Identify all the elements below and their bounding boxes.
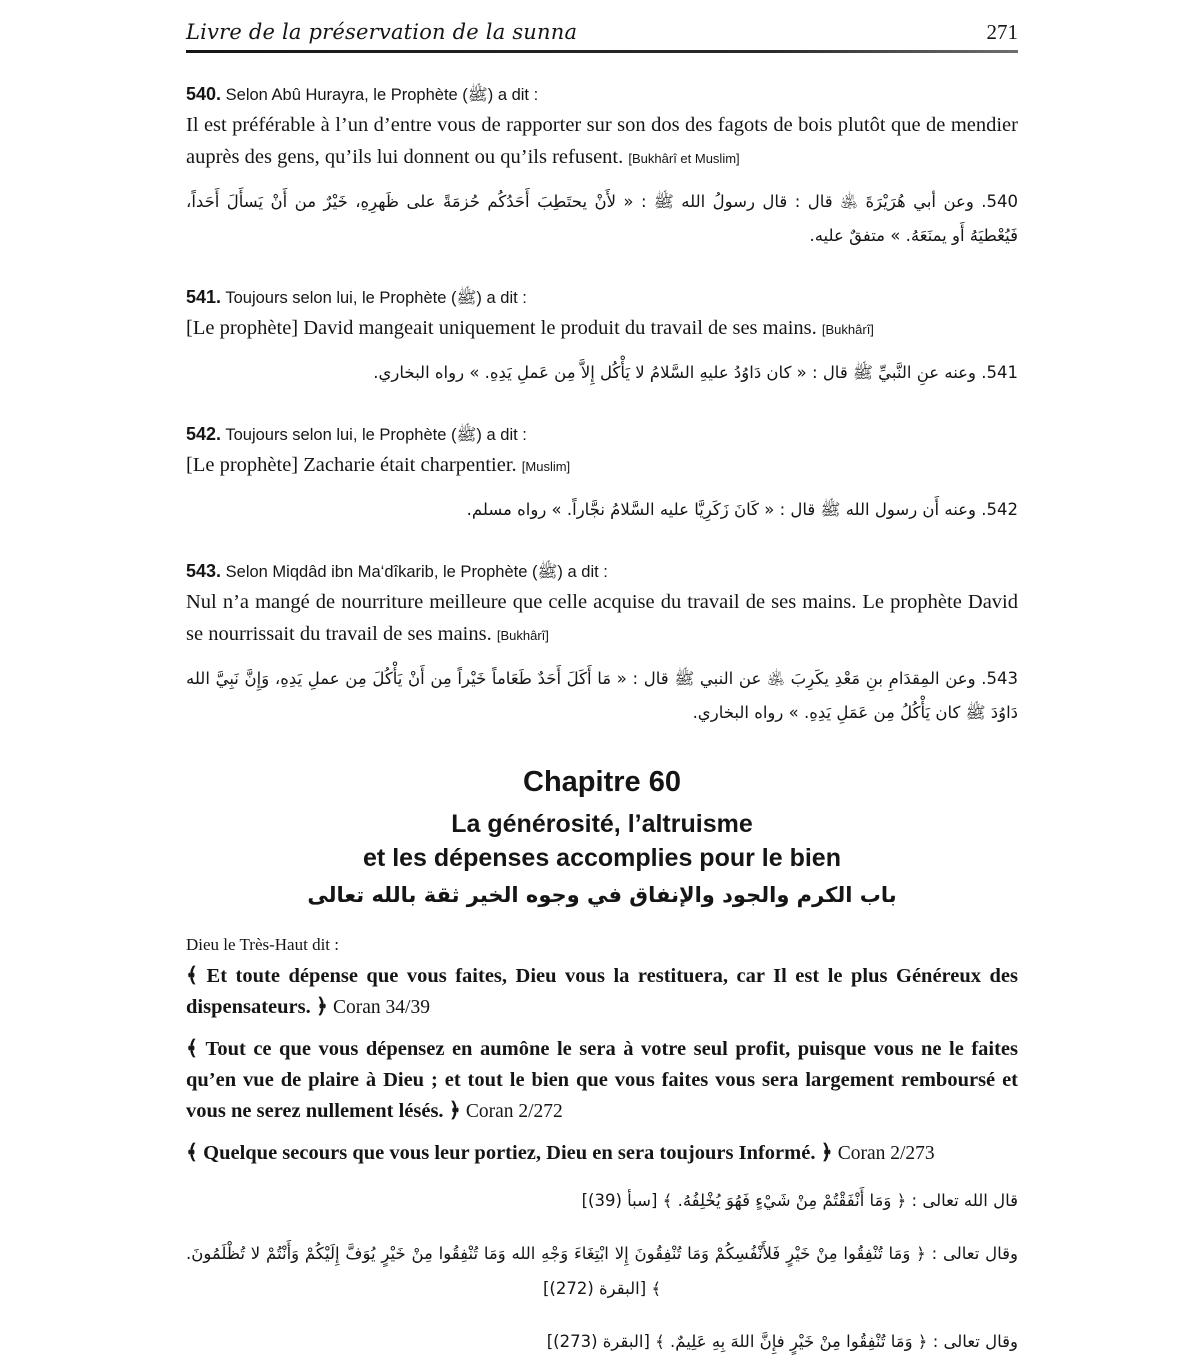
verse-open-ornament: ﴾ xyxy=(186,1038,199,1060)
hadith-intro-text: Selon Miqdâd ibn Ma‘dîkarib, le Prophète (ﷺ) a dit : xyxy=(225,563,608,581)
chapter-number: Chapitre 60 xyxy=(523,766,681,798)
hadith-intro-text: Selon Abû Hurayra, le Prophète (ﷺ) a dit : xyxy=(225,86,539,104)
hadith-540 xyxy=(186,83,1018,253)
hadith-541 xyxy=(186,286,1018,390)
quran-arabic-baqara-272: وقال تعالى : ﴿ وَمَا تُنْفِقُوا مِنْ خَيْرٍ فَلأَنْفُسِكُمْ وَمَا تُنْفِقُونَ إِلا ابْتِغَاءَ وَجْهِ الله وَمَا تُنْفِقُوا مِنْ خَيْرٍ يُوَفَّ إِلَيْكُمْ وَأَنْتُمْ لا تُظْلَمُونَ. ﴾ [البقرة (272)] xyxy=(186,1244,1018,1298)
chapter-title-line2: et les dépenses accomplies pour le bien xyxy=(363,844,841,872)
verse-text: Et toute dépense que vous faites, Dieu vous la restituera, car Il est le plus Généreux des dispensateurs. xyxy=(186,965,1019,1018)
quran-arabic-baqara-273: وقال تعالى : ﴿ وَمَا تُنْفِقُوا مِنْ خَيْرٍ فإِنَّ اللهَ بِهِ عَلِيمٌ. ﴾ [البقرة (273)] xyxy=(546,1332,1018,1351)
hadith-543-intro xyxy=(186,560,1018,583)
hadith-541-translation xyxy=(186,312,1018,346)
verse-close-ornament: ﴿ xyxy=(315,996,328,1018)
hadith-542-intro xyxy=(186,423,1018,446)
verse-reference: Coran 2/272 xyxy=(465,1101,563,1122)
source-tag: [Muslim] xyxy=(521,459,571,474)
hadith-text: Il est préférable à l’un d’entre vous de rapporter sur son dos des fagots de bois plutôt que de mendier auprès des gens, qu’ils lui donnent ou qu’ils refusent. xyxy=(186,114,1018,168)
verse-open-ornament: ﴾ xyxy=(186,1142,199,1164)
hadith-number: 541. xyxy=(186,287,222,307)
hadith-540-translation xyxy=(186,109,1018,175)
chapter-heading xyxy=(186,766,1018,907)
hadith-number: 543. xyxy=(186,561,222,581)
hadith-542-translation xyxy=(186,449,1018,483)
quran-verse-1 xyxy=(186,961,1018,1023)
verse-text: Tout ce que vous dépensez en aumône le sera à votre seul profit, puisque vous ne le faites qu’en vue de plaire à Dieu ; et tout le bien que vous faites vous sera largement remboursé et vous ne serez nullement lésés. xyxy=(186,1038,1019,1122)
verse-text: Quelque secours que vous leur portiez, Dieu en sera toujours Informé. xyxy=(203,1142,816,1164)
hadith-543 xyxy=(186,560,1018,730)
hadith-541-intro xyxy=(186,286,1018,309)
hadith-542-arabic: 542. وعنه أَن رسول الله ﷺ قال : « كَانَ زَكَرِيَّا عليه السَّلامُ نجَّاراً. » رواه مسلم. xyxy=(466,500,1018,519)
quran-verse-2 xyxy=(186,1034,1018,1127)
hadith-intro-text: Toujours selon lui, le Prophète (ﷺ) a dit : xyxy=(225,426,527,444)
verse-open-ornament: ﴾ xyxy=(186,965,199,987)
source-tag: [Bukhârî] xyxy=(821,322,874,337)
hadith-number: 542. xyxy=(186,424,222,444)
quran-verse-3 xyxy=(186,1138,1018,1169)
header-rule xyxy=(186,50,1018,53)
quran-intro: Dieu le Très-Haut dit : xyxy=(186,935,339,954)
verse-close-ornament: ﴿ xyxy=(820,1142,833,1164)
source-tag: [Bukhârî et Muslim] xyxy=(628,151,740,166)
quran-citations xyxy=(186,935,1018,1359)
verse-reference: Coran 34/39 xyxy=(333,997,430,1018)
running-head xyxy=(186,20,1018,45)
source-tag: [Bukhârî] xyxy=(496,628,549,643)
hadith-543-arabic: 543. وعن المِقدَامِ بنِ مَعْدِ يكَرِبَ ﵁ عن النبي ﷺ قال : « مَا أَكَلَ أَحَدٌ طَعَاماً خَيْراً مِن أَنْ يَأْكُلَ مِن عملِ يَدِهِ، وَإِنَّ نَبِيَّ الله دَاوُدَ ﷺ كان يَأْكُلُ مِن عَمَلِ يَدِهِ. » رواه البخاري. xyxy=(186,669,1018,722)
hadith-540-intro xyxy=(186,83,1018,106)
hadith-542 xyxy=(186,423,1018,527)
chapter-title-line1: La générosité, l’altruisme xyxy=(451,810,753,838)
hadith-number: 540. xyxy=(186,84,222,104)
quran-arabic-saba-39: قال الله تعالى : ﴿ وَمَا أَنْفَقْتُمْ مِنْ شَيْءٍ فَهُوَ يُخْلِفُهُ. ﴾ [سبأ (39)] xyxy=(581,1191,1018,1210)
hadith-540-arabic: 540. وعن أبي هُرَيْرَةَ ﵁ قال : قال رسولُ الله ﷺ : « لأَنْ يحتَطِبَ أَحَدُكُم حُزمَةً على ظَهرِهِ، خَيْرٌ من أَنْ يَسأَلَ أَحَداً، فَيُعْطيَهُ أَو يمنَعَهُ. » متفقٌ عليه. xyxy=(186,192,1018,245)
verse-reference: Coran 2/273 xyxy=(837,1143,935,1164)
hadith-text: [Le prophète] Zacharie était charpentier. xyxy=(186,454,517,476)
hadith-543-translation xyxy=(186,586,1018,652)
chapter-title-arabic: باب الكرم والجود والإنفاق في وجوه الخير ثقة بالله تعالى xyxy=(307,883,897,907)
hadith-541-arabic: 541. وعنه عنِ النَّبيِّ ﷺ قال : « كان دَاوُدُ عليهِ السَّلامُ لا يَأْكُل إِلاَّ مِن عَملِ يَدِهِ. » رواه البخاري. xyxy=(373,363,1018,382)
page-number: 271 xyxy=(986,20,1018,44)
book-section-title: Livre de la préservation de la sunna xyxy=(186,20,578,44)
hadith-text: Nul n’a mangé de nourriture meilleure que celle acquise du travail de ses mains. Le prophète David se nourrissait du travail de ses mains. xyxy=(186,591,1018,645)
hadith-text: [Le prophète] David mangeait uniquement le produit du travail de ses mains. xyxy=(186,317,817,339)
hadith-intro-text: Toujours selon lui, le Prophète (ﷺ) a dit : xyxy=(225,289,527,307)
verse-close-ornament: ﴿ xyxy=(448,1100,461,1122)
